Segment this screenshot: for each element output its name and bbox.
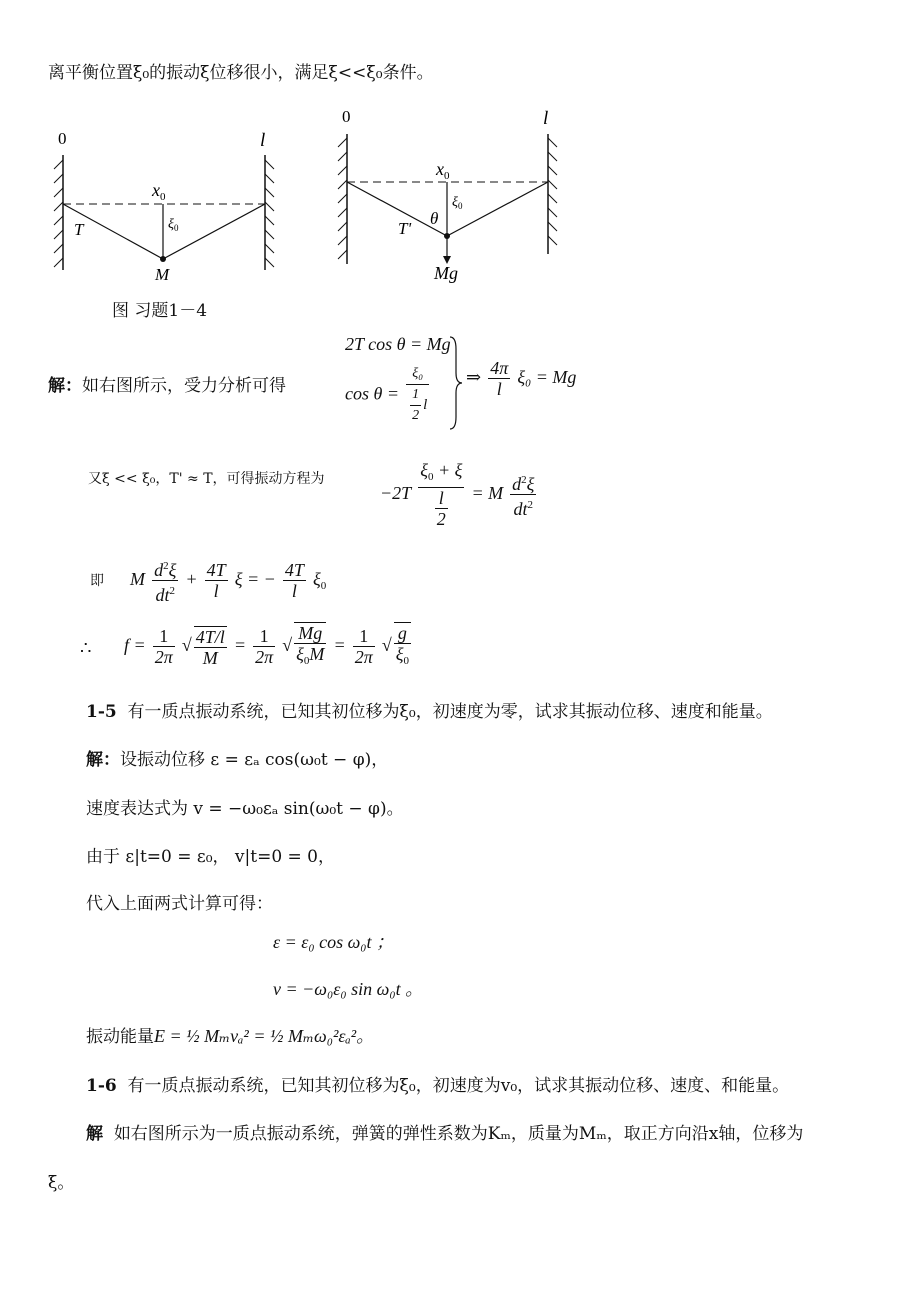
label-T: T [74, 220, 84, 239]
solution-1-line3-label: 即 [90, 573, 104, 589]
label-xi: $\xi_0$ [452, 195, 463, 211]
label-M: M [155, 265, 170, 284]
problem-1-5-velocity: 速度表达式为 v = −ω₀εₐ sin(ω₀t − φ)。 [86, 799, 404, 819]
problem-1-5-initial: 由于 ε|t=0 = ε₀， v|t=0 = 0， [86, 847, 335, 867]
energy-line: 振动能量E = ½ Mₘvₐ² = ½ Mₘω₀²εₐ²。 [86, 1026, 375, 1047]
label-l: l [260, 130, 266, 151]
therefore-symbol: ∴ [80, 638, 92, 659]
figure-caption: 图 习题1－4 [112, 301, 208, 321]
label-Mg: Mg [434, 263, 458, 283]
problem-1-5: 1-5 有一质点振动系统，已知其初位移为ξ₀，初速度为零，试求其振动位移、速度和能量。 [86, 702, 773, 722]
intro-text: 离平衡位置ξ₀的振动ξ位移很小，满足ξ<<ξ₀条件。 [48, 63, 434, 83]
intro-line [48, 58, 434, 83]
equation-motion: −2T $\frac{\xi_0 + \xi}{\frac{l}{2}}$ = M $\frac{d^2\xi}{dt^2}$ [380, 460, 535, 529]
result-velocity: v = −ω₀ε₀ sin ω₀t 。 [273, 979, 424, 999]
result-displacement: ε = ε₀ cos ω₀t ； [273, 932, 395, 952]
solution-1-line2: 又ξ << ξ₀，T' ≈ T，可得振动方程为 [88, 471, 325, 487]
label-theta: θ [430, 209, 439, 228]
equation-motion-simplified: M $\frac{d^2\xi}{dt^2}$ + $\frac{4T}{l}$ ξ = − $\frac{4T}{l}$ $\xi_0$ [130, 556, 326, 605]
label-T-prime: T' [398, 219, 412, 238]
problem-1-5-solution-line1: 解：设振动位移 ε = εₐ cos(ω₀t − φ)， [86, 750, 389, 770]
figure-left-string [40, 120, 290, 295]
problem-1-6-solution: 解 如右图所示为一质点振动系统，弹簧的弹性系数为Kₘ，质量为Mₘ，取正方向沿x轴，位移为 [86, 1124, 804, 1144]
problem-1-6-solution-tail: ξ。 [48, 1173, 75, 1193]
problem-1-5-substitute: 代入上面两式计算可得： [86, 894, 273, 914]
solution-1-intro [48, 371, 286, 396]
right-brace [448, 335, 464, 431]
label-xi: $\xi_0$ [168, 217, 179, 233]
solution-label: 解： [48, 376, 82, 396]
figure-right-forces [328, 102, 578, 290]
label-x0: $x_0$ [152, 180, 166, 203]
label-x0: $x_0$ [436, 159, 450, 182]
equation-result: ⇒ $\frac{4\pi}{l}$ ξ₀ = Mg [466, 358, 577, 399]
problem-1-6: 1-6 有一质点振动系统，已知其初位移为ξ₀，初速度为v₀，试求其振动位移、速度、和能量。 [86, 1076, 790, 1096]
equation-cos-theta: cos θ = ξ₀ $\frac{1}{2}$ l [345, 366, 428, 423]
equation-force-balance: 2T cos θ = Mg [345, 334, 451, 354]
solution-text: 如右图所示，受力分析可得 [82, 376, 286, 396]
equation-frequency: f = $\frac{1}{2\pi}$ √ $\frac{4T/l}{M}$ = $\frac{1}{2\pi}$ √ $\frac{Mg}{\xi_0M}$ = $\frac{1}{2\pi}$ √ $\frac{g}{\xi_0}$ [124, 622, 413, 671]
label-zero: 0 [342, 107, 351, 126]
label-zero: 0 [58, 129, 67, 148]
label-l: l [543, 108, 549, 129]
